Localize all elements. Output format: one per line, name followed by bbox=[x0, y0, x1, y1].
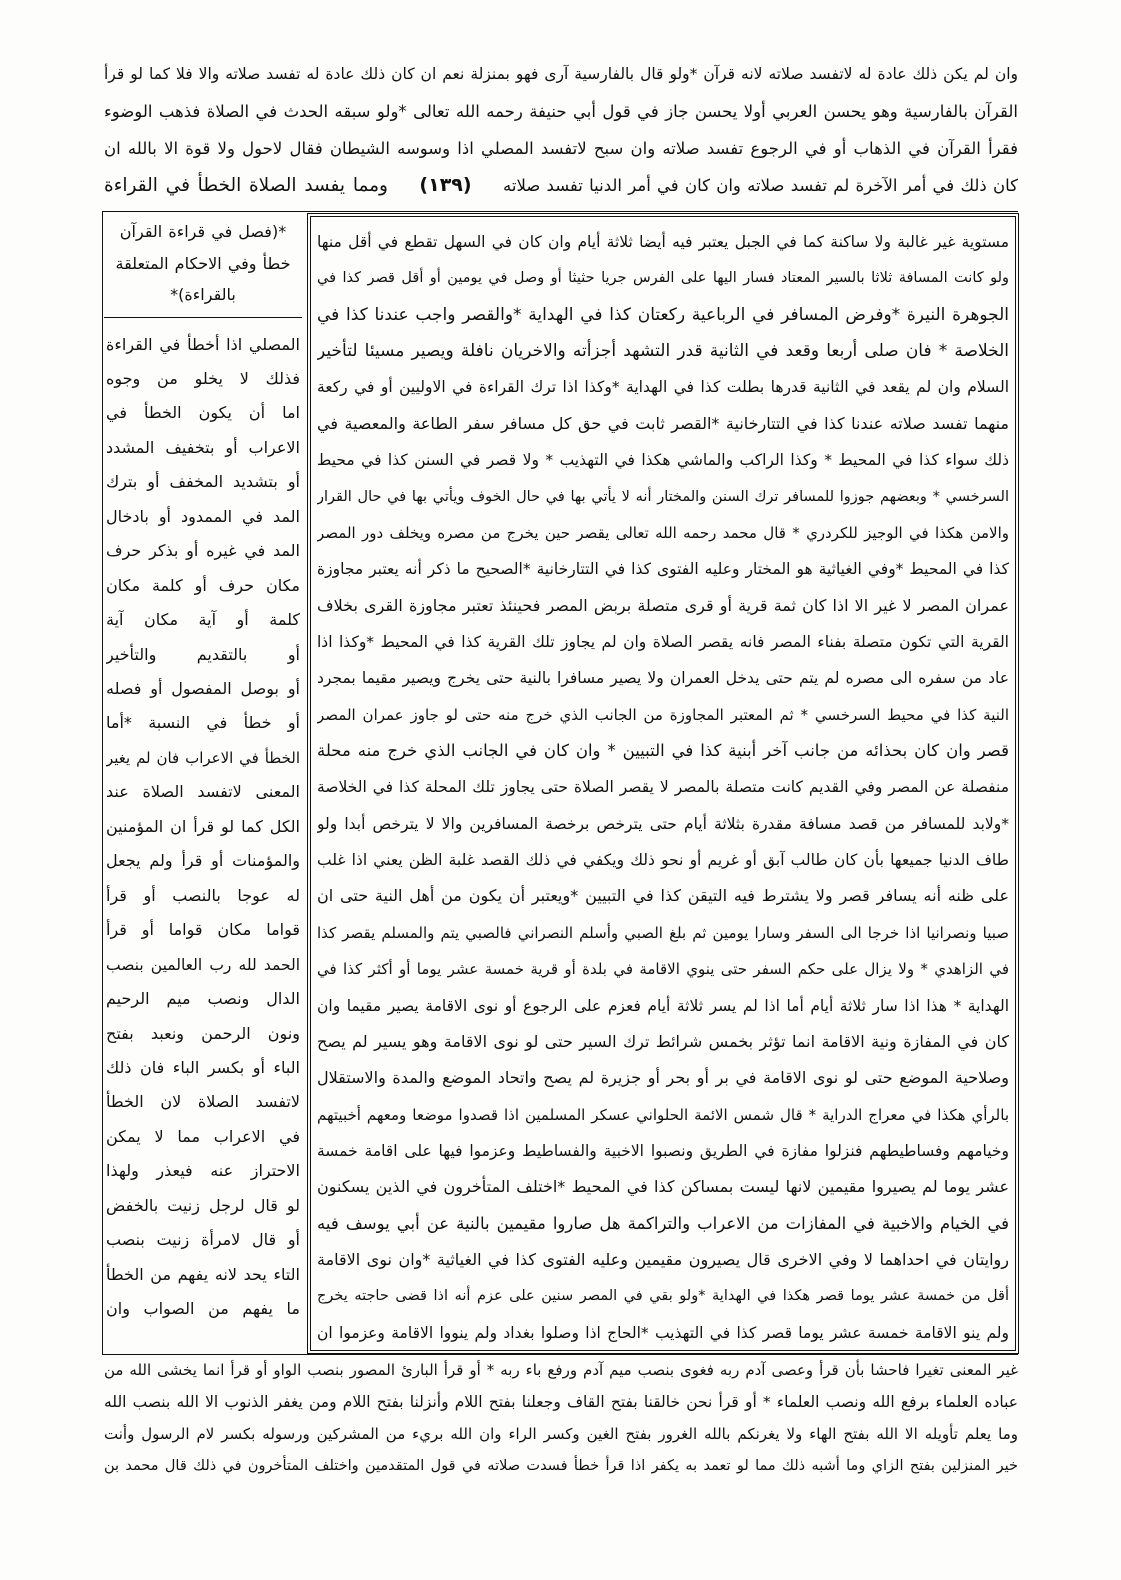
main-text-line: في الخيام والاخبية في المفازات من الاعراب والتراكمة هل صاروا مقيمين بالنية عن أبي يوسف فيه bbox=[317, 1213, 1009, 1233]
main-text-line: ولو كانت المسافة ثلاثا بالسير المعتاد فسار اليها على الفرس جريا حثيثا أو وصل في يومين أو أقل قصر كذا في bbox=[317, 270, 1009, 287]
page-number: (١٣٩) bbox=[419, 174, 472, 196]
main-text-line: الجوهرة النيرة *وفرض المسافر في الرباعية ركعتان كذا في الهداية *والقصر واجب عندنا كذا في bbox=[317, 304, 1009, 325]
side-text-line: لو قال لرجل زنيت بالخفض bbox=[106, 1195, 300, 1215]
main-text-line: منفصلة عن المصر وفي القديم كانت متصلة بالمصر لا يقصر الصلاة حتى يجاوز تلك المحلة كذا في الخلاصة bbox=[317, 778, 1009, 797]
side-text-line: له عوجا بالنصب أو قرأ bbox=[106, 885, 300, 905]
side-text-line: أو خطأ في النسبة *أما bbox=[106, 713, 300, 733]
side-text-line: الدال ونصب ميم الرحيم bbox=[106, 989, 300, 1009]
header-line: القرآن بالفارسية وهو يحسن العربي أولا يحسن جاز في قول أبي حنيفة رحمه الله تعالى *ولو سبقه الحدث في الصلاة فذهب الوضوء bbox=[104, 102, 1018, 121]
section-heading bbox=[104, 214, 302, 318]
header-last-line bbox=[104, 167, 1018, 204]
main-text-line: ولم ينو الاقامة خمسة عشر يوما قصر كذا في التهذيب *الحاج اذا وصلوا بغداد ولم ينووا الاقامة وعزموا ان bbox=[317, 1323, 1009, 1342]
main-text-line: أقل من خمسة عشر يوما قصر هكذا في الهداية *ولو بقي في المصر سنين على عزم أنه اذا قضى حاجته يخرج bbox=[317, 1288, 1009, 1305]
side-text-line: التاء يحد لانه يفهم من الخطأ bbox=[106, 1264, 300, 1284]
side-column-body bbox=[104, 328, 302, 1327]
section-heading-line: خطأ وفي الاحكام المتعلقة bbox=[115, 253, 291, 273]
side-text-line: أو بوصل المفصول أو فصله bbox=[106, 679, 300, 699]
header-line: وان لم يكن ذلك عادة له لاتفسد صلاته لانه قرآن *ولو قال بالفارسية آرى فهو بمنزلة نعم ان كان ذلك عادة له تفسد صلاته والا فلا كما لو قرأ bbox=[104, 65, 1018, 83]
main-text-line: الهداية * هذا اذا سار ثلاثة أيام أما اذا لم يسر ثلاثة أيام فعزم على الرجوع أو نوى الاقامة يصير مقيما وان bbox=[317, 996, 1009, 1015]
side-text-line: اما أن يكون الخطأ في bbox=[106, 403, 300, 423]
main-text-line: طاف الدنيا جميعها بأن كان طالب آبق أو غريم أو نحو ذلك ويكفي في ذلك القصد غلبة الظن يعني اذا غلب bbox=[317, 851, 1009, 870]
main-text-line: عشر يوما لم يصيروا مقيمين لانها ليست بمساكن كذا في المحيط *اختلف المتأخرون في الذين يسكنون bbox=[317, 1177, 1009, 1197]
main-text-line: كذا في المحيط *وفي الغياثية هو المختار وعليه الفتوى كذا في التتارخانية *الصحيح ما ذكر أنه يعتبر مجاوزة bbox=[317, 560, 1009, 579]
main-text-line: مستوية غير غالبة ولا ساكنة كما في الجبل يعتبر فيه أيضا ثلاثة أيام وان كان في السهل تقطع في أقل منها bbox=[317, 233, 1009, 251]
side-text-line: أو بتشديد المخفف أو بترك bbox=[106, 472, 300, 492]
side-text-line: الخطأ في الاعراب فان لم يغير bbox=[106, 748, 300, 767]
main-text-line: روايتان في احداهما لا وفي الاخرى قال يصيرون مقيمين وعليه الفتوى كذا في الغياثية *وان نوى الاقامة bbox=[317, 1250, 1009, 1270]
side-text-line: الاحتراز عنه فيعذر ولهذا bbox=[106, 1161, 300, 1181]
main-text-line: النية كذا في محيط السرخسي * ثم المعتبر المجاوزة من الجانب الذي خرج منه حتى لو جاوز عمران المصر bbox=[317, 705, 1009, 724]
main-text-line: السرخسي * وبعضهم جوزوا للمسافر ترك السنن والمختار أنه لا يأتي بها في حال الخوف ويأتي بها في حال القرار bbox=[317, 488, 1009, 505]
section-heading-line: بالقراءة)* bbox=[170, 285, 236, 304]
side-text-line: كلمة أو آية مكان آية bbox=[106, 610, 300, 630]
side-text-line: أو قال لامرأة زنيت بنصب bbox=[106, 1230, 300, 1250]
main-text-line: كان في المفازة ونية الاقامة انما تؤثر بخمس شرائط ترك السير حتى لو نوى الاقامة وهو يسير لم يصح bbox=[317, 1031, 1009, 1051]
main-text-line: ذلك سواء كذا في المحيط * وكذا الراكب والماشي هكذا في التهذيب * ولا قصر في السنن كذا في محيط bbox=[317, 451, 1009, 470]
main-text-line: وصلاحية الموضع حتى لو نوى الاقامة في بر أو بحر أو جزيرة لم يصح واتحاد الموضع والمدة والاستقلال bbox=[317, 1068, 1009, 1088]
side-text-line: المد في غيره أو بذكر حرف bbox=[106, 541, 300, 561]
header-line: كان ذلك في أمر الآخرة لم تفسد صلاته وان كان في أمر الدنيا تفسد صلاته bbox=[503, 176, 1018, 195]
main-text-line: الخلاصة * فان صلى أربعا وقعد في الثانية قدر التشهد أجزأته والاخريان نافلة ويصير مسيئا لتأخير bbox=[317, 341, 1009, 362]
side-text-line: المعنى لاتفسد الصلاة عند bbox=[106, 782, 300, 802]
footer-line: غير المعنى تغيرا فاحشا بأن قرأ وعصى آدم ربه فغوى بنصب ميم آدم ورفع باء ربه * أو قرأ البارئ المصور بنصب الواو أو قرأ انما يخشى الله من bbox=[104, 1361, 1018, 1379]
side-text-line: الحمد لله رب العالمين بنصب bbox=[106, 955, 300, 974]
page-footer-text bbox=[104, 1354, 1018, 1482]
main-text-line: صبيا ونصرانيا اذا خرجا الى السفر وسارا يومين ثم بلغ الصبي وأسلم النصراني فالصبي يتم والمسلم يقصر كذا bbox=[317, 923, 1009, 942]
side-text-line: مكان حرف أو كلمة مكان bbox=[106, 575, 300, 595]
header-line: ومما يفسد الصلاة الخطأ في القراءة bbox=[104, 175, 388, 196]
header-line: فقرأ القرآن في الذهاب أو في الرجوع تفسد صلاته وان سبح لاتفسد المصلي اذا وسوسه الشيطان فقال لاحول ولا قوة الا بالله ان bbox=[104, 139, 1018, 158]
footer-line: وما يعلم تأويله الا الله بفتح الهاء ولا يغرنكم بالله الغرور بفتح الغين وكسر الراء وان الله بريء من المشركين ورسوله بكسر لام الرسول وأنت bbox=[104, 1425, 1018, 1443]
side-text-line: ونون الرحمن ونعبد بفتح bbox=[106, 1023, 300, 1043]
side-text-line: في الاعراب مما لا يمكن bbox=[106, 1126, 300, 1146]
side-text-line: فذلك لا يخلو من وجوه bbox=[106, 368, 300, 388]
side-text-line: ما يفهم من الصواب وان bbox=[106, 1299, 300, 1319]
main-text-line: عاد من سفره الى مصره لم يتم حتى يدخل العمران ولا يصير مسافرا بالنية حتى يخرج ويصير مقيما بمجرد bbox=[317, 669, 1009, 688]
side-text-line: أو بالتقديم والتأخير bbox=[106, 644, 300, 664]
main-text-line: والامن هكذا في الوجيز للكردري * قال محمد رحمه الله تعالى يقصر حين يخرج من مصره ويخلف دور المصر bbox=[317, 523, 1009, 542]
main-text-line: القرية التي تكون متصلة بفناء المصر فانه يقصر الصلاة وان لم يجاوز تلك القرية كذا في المحيط *وكذا اذا bbox=[317, 632, 1009, 651]
main-column bbox=[307, 213, 1019, 1354]
main-text-line: وخيامهم وفساطيطهم فنزلوا مفازة في الطريق ونصبوا الاخبية والفساطيط وعزموا فيها على اقامة خمسة bbox=[317, 1141, 1009, 1160]
side-text-line: قواما مكان قواما أو قرأ bbox=[106, 920, 300, 940]
side-text-line: لاتفسد الصلاة لان الخطأ bbox=[106, 1092, 300, 1112]
side-text-line: المد في الممدود أو بادخال bbox=[106, 506, 300, 526]
main-text-line: قصر وان كان بحذائه من جانب آخر أبنية كذا في التبيين * وان كان في الجانب الذي خرج منه محلة bbox=[317, 741, 1009, 761]
side-text-line: الاعراب أو بتخفيف المشدد bbox=[106, 437, 300, 457]
footer-line: عباده العلماء برفع الله ونصب العلماء * أو قرأ نحن خالقنا بفتح القاف وجعلنا بفتح اللام وأنزلنا بفتح اللام ومن يغفر الذنوب الا الله بنصب الله bbox=[104, 1393, 1018, 1411]
side-text-line: المصلي اذا أخطأ في القراءة bbox=[106, 334, 300, 354]
main-text-line: عمران المصر لا غير الا اذا كان ثمة قرية أو قرى متصلة بربض المصر فحينئذ تعتبر مجاوزة القرى بخلاف bbox=[317, 595, 1009, 615]
side-text-line: الباء أو بكسر الباء فان ذلك bbox=[106, 1058, 300, 1078]
main-text-line: في الزاهدي * ولا يزال على حكم السفر حتى ينوي الاقامة في بلدة أو قرية خمسة عشر يوما أو أكثر كذا في bbox=[317, 960, 1009, 979]
main-text-line: منهما تفسد صلاته عندنا كذا في التتارخانية *القصر ثابت في حق كل مسافر سفر الطاعة والمعصية في bbox=[317, 413, 1009, 433]
main-text-line: بالرأي هكذا في معراج الدراية * قال شمس الائمة الحلواني عسكر المسلمين اذا قصدوا موضعا ومعهم أخبيتهم bbox=[317, 1105, 1009, 1124]
side-column bbox=[104, 214, 302, 1352]
side-text-line: الكل كما لو قرأ ان المؤمنين bbox=[106, 816, 300, 836]
page-header-text bbox=[104, 56, 1018, 204]
main-text-line: *ولابد للمسافر من قصد مسافة مقدرة بثلاثة أيام حتى يترخص برخصة المسافرين والا لا يترخص أبدا ولو bbox=[317, 814, 1009, 833]
side-text-line: والمؤمنات أو قرأ ولم يجعل bbox=[106, 851, 300, 871]
footer-line: خير المنزلين بفتح الزاي وما أشبه ذلك مما لو تعمد به يكفر اذا قرأ خطأ فسدت صلاته في قول المتقدمين واختلف المتأخرون في ذلك قال محمد بن bbox=[104, 1458, 1018, 1474]
main-text-line: السلام وان لم يقعد في الثانية قدرها بطلت كذا في الهداية *وكذا اذا ترك القراءة في الاوليين أو في ركعة bbox=[317, 378, 1009, 397]
section-heading-line: *(فصل في قراءة القرآن bbox=[119, 222, 287, 241]
main-text-line: على ظنه أنه يسافر قصر ولا يشترط فيه التيقن كذا في التبيين *ويعتبر أن يكون من أهل النية حتى ان bbox=[317, 886, 1009, 906]
